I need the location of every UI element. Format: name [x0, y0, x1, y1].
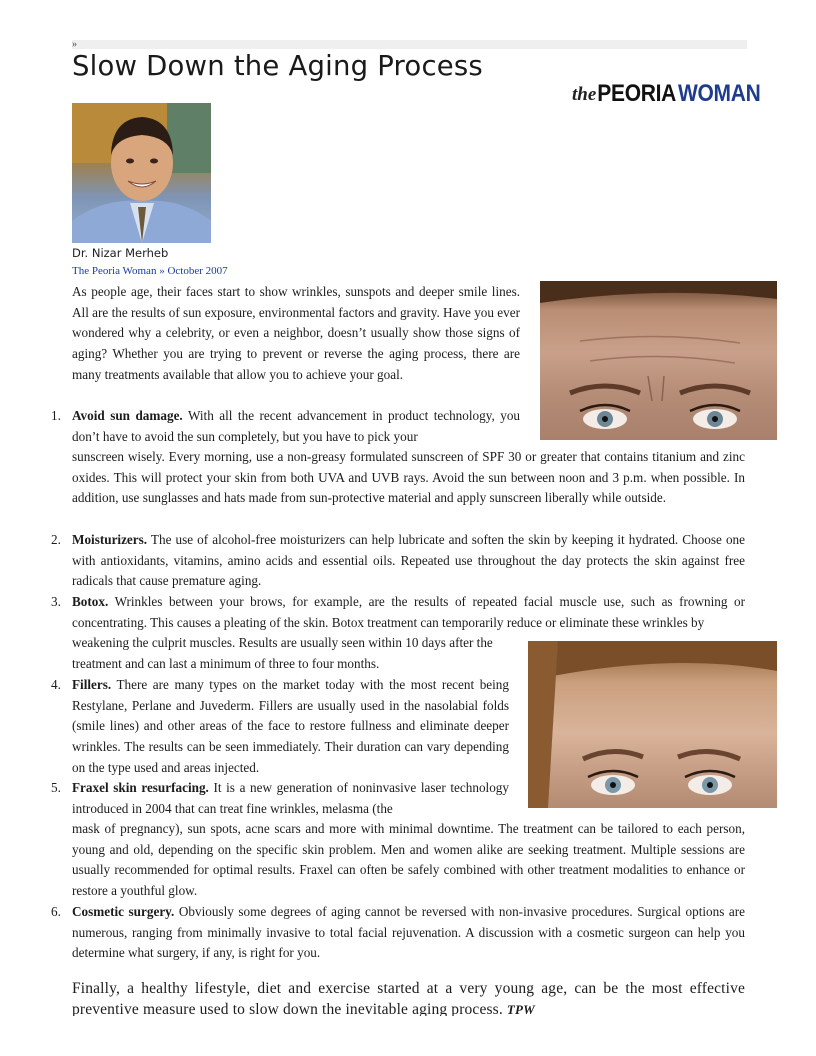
item-text: There are many types on the market today with the most recent being Restylane, Perlane and Juvederm. Fillers are usually used in the nasolabial folds (smile lines) and other areas of the face to restore fullness and eliminate deeper wrinkles. The results can be seen immediately. Their duration can vary depending on the type used and areas injected. [72, 677, 509, 775]
breadcrumb-mark: » [72, 39, 77, 50]
item-text-continued: weakening the culprit muscles. Results are usually seen within 10 days after the treatment and can last a minimum of three to four months. [72, 635, 493, 671]
list-item-moisturizers [72, 530, 745, 592]
source-link[interactable]: The Peoria Woman » October 2007 [72, 265, 228, 277]
item-heading: Avoid sun damage. [72, 408, 183, 423]
item-text: Obviously some degrees of aging cannot be reversed with non-invasive procedures. Surgical options are numerous, ranging from minimally invasive to total facial rejuvenation. A discussion with a cosmetic surgeon can help you determine what surgery, if any, is right for you. [72, 904, 746, 961]
item-heading: Moisturizers. [72, 532, 148, 547]
closing-paragraph [72, 978, 745, 1016]
logo-peoria: PEORIA [597, 80, 676, 107]
item-heading: Cosmetic surgery. [72, 904, 175, 919]
item-text: With all the recent advancement in product technology, you don’t have to avoid the sun completely, but you have to pick your [72, 408, 521, 444]
item-text: It is a new generation of noninvasive laser technology introduced in 2004 that can treat fine wrinkles, melasma (the [72, 780, 509, 816]
list-item-botox [72, 592, 745, 633]
logo-the: the [572, 84, 597, 105]
page-title: Slow Down the Aging Process [72, 50, 483, 82]
item-text: The use of alcohol-free moisturizers can help lubricate and soften the skin by keeping it hydrated. Choose one with antioxidants, vitamins, amino acids and essential oils. Repeated use throughout the day protects the skin against free radicals that cause premature aging. [72, 532, 745, 589]
forehead-wrinkles-photo [540, 281, 777, 440]
list-item-sun [72, 406, 520, 447]
item-number: 1. [51, 408, 61, 423]
item-number: 5. [51, 780, 61, 795]
logo-woman: WOMAN [678, 80, 761, 107]
item-heading: Botox. [72, 594, 109, 609]
item-text: Wrinkles between your brows, for example, are the results of repeated facial muscle use, such as frowning or concentrating. This causes a pleating of the skin. Botox treatment can temporarily reduce or eliminate these wrinkles by [72, 594, 745, 630]
smooth-forehead-photo [528, 641, 777, 808]
closing-paragraph-clip [72, 978, 745, 1016]
list-item-fraxel [72, 778, 509, 819]
publication-logo [572, 82, 760, 110]
item-text-continued: mask of pregnancy), sun spots, acne scars and more with minimal downtime. The treatment can be tailored to each person, young and old, depending on the specific skin problem. Men and women alike are seeking treatment. Multiple sessions are usually recommended for optimal results. Fraxel can often be safely combined with other treatment modalities to enhance or restore a youthful glow. [72, 821, 745, 899]
signature: TPW [506, 1002, 535, 1016]
item-text-continued: sunscreen wisely. Every morning, use a non-greasy formulated sunscreen of SPF 30 or greater that contains titanium and zinc oxides. This will protect your skin from both UVA and UVB rays. Avoid the sun between noon and 3 p.m. when possible. In addition, use sunglasses and hats made from sun-protective material and apply sunscreen liberally while outside. [72, 449, 745, 506]
item-number: 4. [51, 677, 61, 692]
item-heading: Fillers. [72, 677, 112, 692]
item-number: 2. [51, 532, 61, 547]
closing-text: Finally, a healthy lifestyle, diet and exercise started at a very young age, can be the most effective preventive measure used to slow down the inevitable aging process. [72, 980, 745, 1016]
list-item-fillers [72, 675, 509, 779]
top-bar [72, 40, 747, 49]
list-item-surgery [72, 902, 745, 964]
item-number: 3. [51, 594, 61, 609]
intro-paragraph: As people age, their faces start to show wrinkles, sunspots and deeper smile lines. All are the results of sun exposure, environmental factors and gravity. Have you ever wondered why a celebrity, or even a neighbor, doesn’t usually show those signs of aging? Whether you are trying to prevent or reverse the aging process, there are many treatments available that allow you to achieve your goal. [72, 284, 520, 382]
author-photo [72, 103, 211, 243]
item-number: 6. [51, 904, 61, 919]
item-heading: Fraxel skin resurfacing. [72, 780, 209, 795]
author-name: Dr. Nizar Merheb [72, 246, 169, 260]
